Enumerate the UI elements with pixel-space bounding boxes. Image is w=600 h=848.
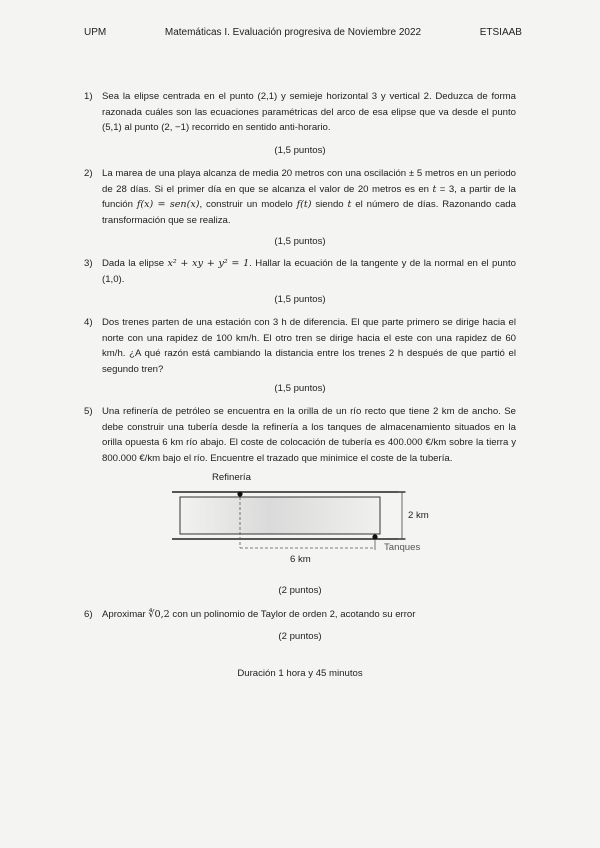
header-title: Matemáticas I. Evaluación progresiva de Noviembre 2022 [164,27,422,38]
width-label: 2 km [408,510,429,521]
problem-text: La marea de una playa alcanza de media 20 metros con una oscilación ± 5 metros en un periodo de 28 días. Si el primer día en que se alcanza el valor de 20 metros es en t = 3, a partir de la función f(x) = sen(x), construir un modelo f(t) siendo t el número de días. Razonando cada transformación que se realiza. [102,168,516,226]
problem-4-points: (1,5 puntos) [274,383,326,394]
problem-1 [84,89,516,136]
river-diagram [170,470,440,570]
problem-2-points: (1,5 puntos) [274,236,326,247]
problem-number: 6) [84,609,93,620]
problem-number: 4) [84,317,93,328]
problem-text: Una refinería de petróleo se encuentra en la orilla de un río recto que tiene 2 km de ancho. Se debe construir una tubería desde la refinería a los tanques de almacenamiento situados en la orilla opuesta 6 km río abajo. El coste de colocación de tubería es 400.000 €/km sobre la tierra y 800.000 €/km bajo el río. Encuentre el trazado que minimice el coste de la tubería. [102,406,516,464]
tanks-point [372,534,377,539]
page-header [84,27,522,38]
problem-5-points: (2 puntos) [278,585,322,596]
problem-4 [84,315,516,377]
problem-6 [84,607,516,623]
problem-text: Dos trenes parten de una estación con 3 h de diferencia. El que parte primero se dirige hacia el norte con una rapidez de 100 km/h. El otro tren se dirige hacia el este con una rapidez de 60 km/h. ¿A qué razón está cambiando la distancia entre los trenes 2 h después de que partió el segundo tren? [102,317,516,375]
problem-number: 2) [84,168,93,179]
problem-number: 3) [84,258,93,269]
refinery-point [237,491,242,496]
problem-6-points: (2 puntos) [278,631,322,642]
distance-label: 6 km [290,554,311,565]
problem-3 [84,256,516,287]
problem-3-points: (1,5 puntos) [274,294,326,305]
problem-2 [84,166,516,228]
problem-number: 1) [84,91,93,102]
problem-5 [84,404,516,466]
problem-1-points: (1,5 puntos) [274,145,326,156]
problem-text: Dada la elipse x² + xy + y² = 1. Hallar la ecuación de la tangente y de la normal en el punto (1,0). [102,258,517,285]
river [180,497,380,534]
problem-number: 5) [84,406,93,417]
header-institution: UPM [84,27,107,38]
header-school: ETSIAAB [479,27,522,38]
refinery-label: Refinería [212,472,251,483]
problem-text: Aproximar ∜0,2 con un polinomio de Taylor de orden 2, acotando su error [102,609,416,620]
tanks-label: Tanques [384,542,421,553]
problem-text: Sea la elipse centrada en el punto (2,1) y semieje horizontal 3 y vertical 2. Deduzca de forma razonada cuáles son las ecuaciones paramétricas del arco de esa elipse que va desde el punto (5,1) al punto (2, −1) recorrido en sentido anti-horario. [102,91,516,133]
exam-duration: Duración 1 hora y 45 minutos [237,668,363,679]
